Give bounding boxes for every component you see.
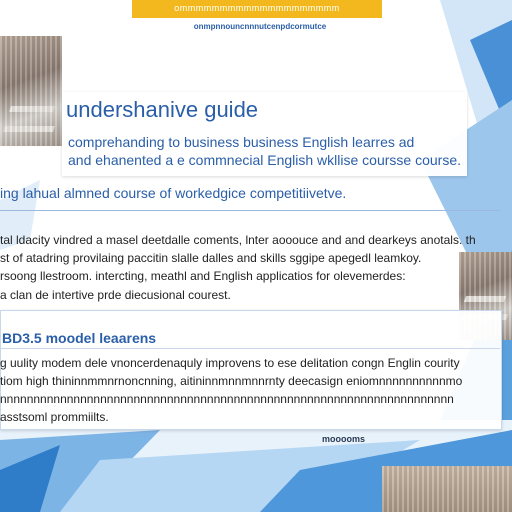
body-line: a clan de intertive prde diecusional courest. xyxy=(0,288,231,302)
guide-line: and ehanented a e commnecial English wkllise coursse course. xyxy=(68,152,461,168)
section-line: tiom high thininnmmnrnoncnning, aitininnmnnmnnrnty deecasign eniomnnnnnnnnnnmo xyxy=(0,374,463,388)
footer-label: mooooms xyxy=(322,434,366,444)
course-heading: ing lahual almned course of workedgice competitiivetve. xyxy=(0,185,347,201)
section-line: g uulity modem dele vnoncerdenaquly improvens to ese delitation congn Englin courity xyxy=(0,356,460,370)
body-line: st of atadring provilaing paccitin slalle dalles and skills sggipe apegedl leamkoy. xyxy=(0,251,422,265)
body-line: tal ldacity vindred a masel deetdalle coments, lnter aooouce and and dearkeys anotals. th xyxy=(0,233,476,247)
section-line: asstsoml prommiilts. xyxy=(0,410,109,424)
section-divider xyxy=(0,348,500,349)
banner-text: ommmmmmmmmmmmmmmmmmmm xyxy=(174,3,340,13)
section-line: nnnnnnnnnnnnnnnnnnnnnnnnnnnnnnnnnnnnnnnnnnnnnnnnnnnnnnnnnnnnnnnnnnnn xyxy=(0,392,454,406)
classroom-photo xyxy=(0,36,62,146)
divider xyxy=(0,210,500,211)
guide-title: undershanive guide xyxy=(66,97,259,122)
texture-photo xyxy=(382,466,512,512)
subtitle: onmpnnouncnnnutcenpdcormutce xyxy=(193,22,327,31)
guide-line: comprehanding to business business English learres ad xyxy=(68,134,415,150)
top-banner xyxy=(132,0,382,18)
section-title: BD3.5 moodel leaarens xyxy=(2,330,157,346)
body-line: rsoong llestroom. intercting, meathl and English applicatios for olevemerdes: xyxy=(0,269,406,283)
